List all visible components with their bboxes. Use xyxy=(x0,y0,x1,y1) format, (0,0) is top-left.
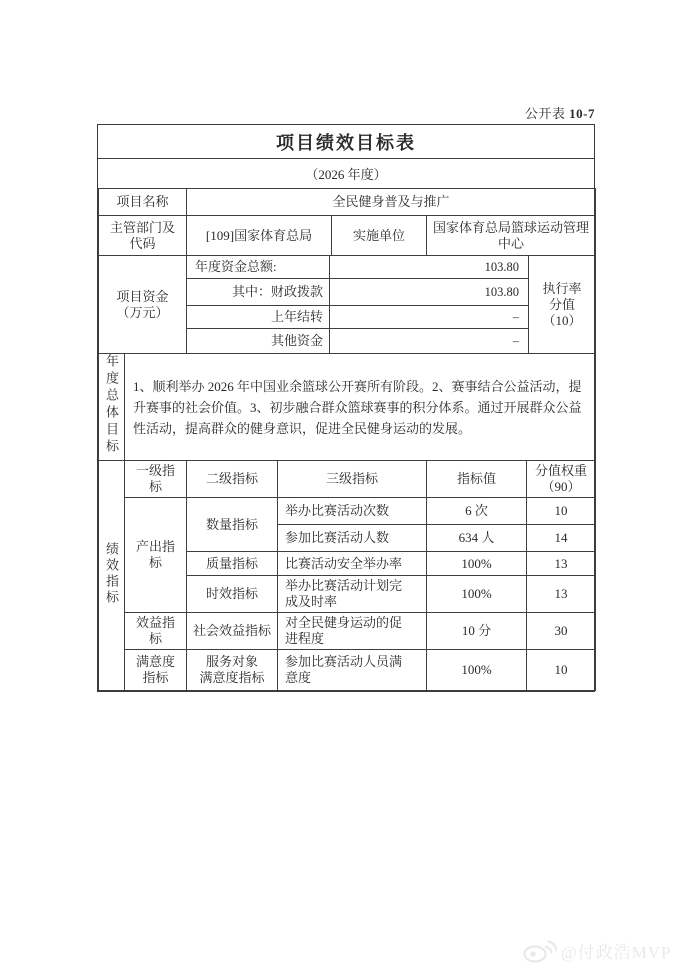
funding-label-line1: 项目资金 xyxy=(116,288,169,304)
execution-rate-line1: 执行率 xyxy=(542,280,582,296)
department-label-line2: 代码 xyxy=(129,235,156,251)
indicator-on-time-line1: 举办比赛活动计划完 xyxy=(285,578,403,593)
funding-carryover-label: 上年结转 xyxy=(187,306,330,329)
funding-other-value: – xyxy=(330,329,529,354)
perf-row-1 xyxy=(99,498,596,525)
indicator-safety-rate: 比赛活动安全举办率 xyxy=(278,552,427,576)
funding-row-total xyxy=(99,256,596,279)
value-satisfaction: 100% xyxy=(427,650,527,691)
funding-carryover-value: – xyxy=(330,306,529,329)
level2-quantity: 数量指标 xyxy=(187,498,278,552)
weight-satisfaction: 10 xyxy=(527,650,596,691)
level1-benefit-line1: 效益指 xyxy=(135,615,175,630)
level1-satisfaction xyxy=(125,650,187,691)
funding-label-line2: （万元） xyxy=(116,304,169,320)
weight-participants: 14 xyxy=(527,525,596,552)
perf-row-5 xyxy=(99,613,596,650)
performance-label-text: 绩效指标 xyxy=(104,541,119,606)
department-row xyxy=(99,216,596,256)
level2-quality: 质量指标 xyxy=(187,552,278,576)
public-table-num: 10-7 xyxy=(569,106,595,121)
annual-goal-row xyxy=(99,354,596,461)
funding-fiscal-value: 103.80 xyxy=(330,279,529,306)
execution-rate-label xyxy=(529,256,596,354)
value-safety-rate: 100% xyxy=(427,552,527,576)
funding-label xyxy=(99,256,187,354)
funding-total-label: 年度资金总额: xyxy=(187,256,330,279)
funding-fiscal-label: 其中：财政拨款 xyxy=(187,279,330,306)
weibo-icon xyxy=(523,938,557,963)
sheet-year: （2026 年度） xyxy=(98,159,594,189)
level2-service xyxy=(187,650,278,691)
indicator-promotion-line1: 对全民健身运动的促 xyxy=(285,615,403,630)
watermark xyxy=(523,938,672,963)
project-name-row xyxy=(99,189,596,216)
project-name-label: 项目名称 xyxy=(99,189,187,216)
indicator-satisfaction-line2: 意度 xyxy=(285,670,312,685)
public-table-prefix: 公开表 xyxy=(524,106,566,121)
level1-benefit-line2: 标 xyxy=(148,631,162,646)
execution-rate-line2: 分值 xyxy=(548,296,575,312)
annual-goal-label xyxy=(99,354,125,461)
header-level1 xyxy=(125,461,187,498)
execution-rate-line3: （10） xyxy=(542,312,582,328)
indicator-satisfaction xyxy=(278,650,427,691)
weight-on-time-rate: 13 xyxy=(527,576,596,613)
indicator-events-count: 举办比赛活动次数 xyxy=(278,498,427,525)
implement-unit-label: 实施单位 xyxy=(332,216,427,256)
level1-output-line1: 产出指 xyxy=(135,539,175,554)
weight-events-count: 10 xyxy=(527,498,596,525)
indicator-participants: 参加比赛活动人数 xyxy=(278,525,427,552)
sheet-title: 项目绩效目标表 xyxy=(98,125,594,159)
level2-social-benefit: 社会效益指标 xyxy=(187,613,278,650)
indicator-on-time-line2: 成及时率 xyxy=(285,594,338,609)
indicator-promotion xyxy=(278,613,427,650)
header-level3: 三级指标 xyxy=(278,461,427,498)
header-weight-line1: 分值权重 xyxy=(534,463,587,478)
performance-target-sheet xyxy=(97,124,595,692)
performance-table xyxy=(98,460,596,691)
implement-unit-line1: 国家体育总局篮球运动管理 xyxy=(432,219,589,235)
performance-header-row xyxy=(99,461,596,498)
header-weight xyxy=(527,461,596,498)
level1-output-line2: 标 xyxy=(148,555,162,570)
annual-goal-label-text: 年度总体目标 xyxy=(104,354,119,456)
department-label xyxy=(99,216,187,256)
watermark-handle: @付政浩MVP xyxy=(561,943,672,962)
header-level2: 二级指标 xyxy=(187,461,278,498)
indicator-on-time-rate xyxy=(278,576,427,613)
indicator-satisfaction-line1: 参加比赛活动人员满 xyxy=(285,654,403,669)
level2-timeliness: 时效指标 xyxy=(187,576,278,613)
annual-goal-text: 1、顺利举办 2026 年中国业余篮球公开赛所有阶段。2、赛事结合公益活动，提升赛事的社会价值。3、初步融合群众篮球赛事的积分体系。通过开展群众公益性活动，提高群众的健身意识，促进全民健身运动的发展。 xyxy=(125,354,596,461)
project-name-value: 全民健身普及与推广 xyxy=(187,189,596,216)
value-promotion: 10 分 xyxy=(427,613,527,650)
department-table xyxy=(98,215,596,256)
implement-unit-line2: 中心 xyxy=(497,235,524,251)
level2-service-line1: 服务对象 xyxy=(205,654,258,669)
implement-unit-value xyxy=(427,216,596,256)
header-value: 指标值 xyxy=(427,461,527,498)
project-name-table xyxy=(98,188,596,216)
level1-output xyxy=(125,498,187,613)
perf-row-6 xyxy=(99,650,596,691)
weight-promotion: 30 xyxy=(527,613,596,650)
performance-label xyxy=(99,461,125,691)
level2-service-line2: 满意度指标 xyxy=(199,670,265,685)
header-level1-line2: 标 xyxy=(148,479,162,494)
value-events-count: 6 次 xyxy=(427,498,527,525)
funding-table xyxy=(98,255,596,354)
weight-safety-rate: 13 xyxy=(527,552,596,576)
header-weight-line2: （90） xyxy=(541,479,581,494)
department-label-line1: 主管部门及 xyxy=(109,219,175,235)
level1-benefit xyxy=(125,613,187,650)
value-on-time-rate: 100% xyxy=(427,576,527,613)
level1-satisfaction-line2: 指标 xyxy=(142,670,169,685)
level1-satisfaction-line1: 满意度 xyxy=(135,654,175,669)
department-value: [109]国家体育总局 xyxy=(187,216,332,256)
annual-goal-table xyxy=(98,353,596,461)
funding-total-value: 103.80 xyxy=(330,256,529,279)
header-level1-line1: 一级指 xyxy=(135,463,175,478)
indicator-promotion-line2: 进程度 xyxy=(285,631,325,646)
value-participants: 634 人 xyxy=(427,525,527,552)
public-table-number xyxy=(525,103,595,122)
funding-other-label: 其他资金 xyxy=(187,329,330,354)
